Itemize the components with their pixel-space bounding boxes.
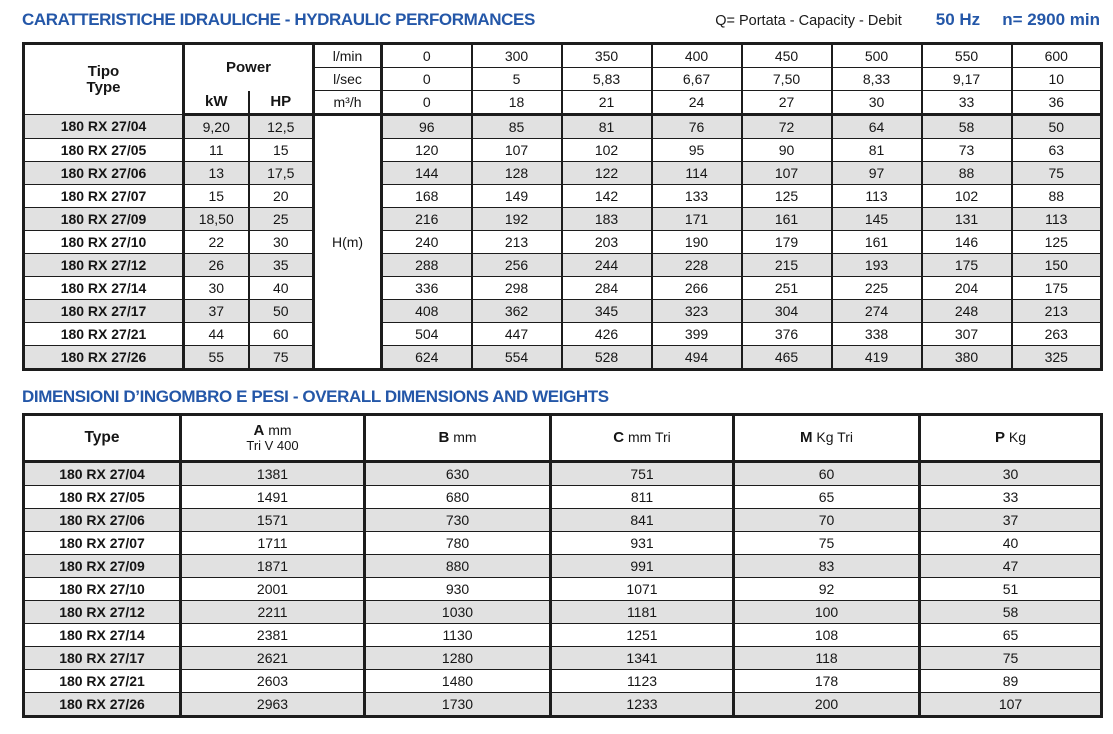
head-value-cell: 304 <box>742 300 832 323</box>
head-value-cell: 96 <box>382 115 472 139</box>
hp-value-cell: 60 <box>249 323 314 346</box>
head-value-cell: 113 <box>832 185 922 208</box>
head-value-cell: 251 <box>742 277 832 300</box>
dimension-value-cell: 2963 <box>181 693 365 717</box>
flow-legend-label: Q= Portata - Capacity - Debit <box>715 13 902 29</box>
head-value-cell: 345 <box>562 300 652 323</box>
dimension-value-cell: 1341 <box>551 647 734 670</box>
pump-type-cell: 180 RX 27/17 <box>24 300 184 323</box>
head-value-cell: 102 <box>922 185 1012 208</box>
pump-type-cell: 180 RX 27/06 <box>24 162 184 185</box>
flow-m3h-value: 33 <box>922 91 1012 115</box>
head-value-cell: 102 <box>562 139 652 162</box>
dimensions-column-header <box>551 415 734 462</box>
dimension-value-cell: 178 <box>734 670 920 693</box>
head-value-cell: 149 <box>472 185 562 208</box>
dimension-value-cell: 1571 <box>181 509 365 532</box>
head-value-cell: 81 <box>562 115 652 139</box>
head-value-cell: 263 <box>1012 323 1102 346</box>
head-value-cell: 376 <box>742 323 832 346</box>
hp-value-cell: 50 <box>249 300 314 323</box>
head-value-cell: 161 <box>742 208 832 231</box>
pump-type-cell: 180 RX 27/09 <box>24 555 181 578</box>
head-value-cell: 323 <box>652 300 742 323</box>
kw-value-cell: 11 <box>184 139 249 162</box>
pump-type-cell: 180 RX 27/06 <box>24 509 181 532</box>
head-value-cell: 50 <box>1012 115 1102 139</box>
hp-column-header: HP <box>249 91 314 115</box>
dimension-value-cell: 108 <box>734 624 920 647</box>
dimension-value-cell: 60 <box>734 462 920 486</box>
hydraulic-table-head <box>24 44 1102 115</box>
head-value-cell: 161 <box>832 231 922 254</box>
dimension-header-main: B mm <box>438 429 477 447</box>
head-value-cell: 150 <box>1012 254 1102 277</box>
head-value-cell: 426 <box>562 323 652 346</box>
head-value-cell: 125 <box>742 185 832 208</box>
head-value-cell: 325 <box>1012 346 1102 370</box>
dimension-value-cell: 1030 <box>365 601 551 624</box>
flow-lmin-value: 600 <box>1012 44 1102 68</box>
hp-value-cell: 30 <box>249 231 314 254</box>
head-value-cell: 380 <box>922 346 1012 370</box>
dimensions-column-header <box>181 415 365 462</box>
flow-lsec-value: 5,83 <box>562 68 652 91</box>
head-value-cell: 146 <box>922 231 1012 254</box>
hp-value-cell: 25 <box>249 208 314 231</box>
flow-lsec-value: 6,67 <box>652 68 742 91</box>
head-value-cell: 145 <box>832 208 922 231</box>
flow-lmin-value: 450 <box>742 44 832 68</box>
head-value-cell: 120 <box>382 139 472 162</box>
dimension-header-main: A mm <box>253 422 292 440</box>
hp-value-cell: 15 <box>249 139 314 162</box>
pump-type-cell: 180 RX 27/10 <box>24 231 184 254</box>
hydraulic-table-row <box>24 323 1102 346</box>
flow-lsec-value: 10 <box>1012 68 1102 91</box>
hydraulic-table-row <box>24 115 1102 139</box>
type-header-line1: Tipo <box>87 62 120 80</box>
dimension-value-cell: 780 <box>365 532 551 555</box>
flow-m3h-value: 30 <box>832 91 922 115</box>
hp-value-cell: 75 <box>249 346 314 370</box>
head-value-cell: 131 <box>922 208 1012 231</box>
pump-type-cell: 180 RX 27/26 <box>24 346 184 370</box>
dimension-value-cell: 75 <box>734 532 920 555</box>
dimensions-table-body <box>24 462 1102 717</box>
dimensions-column-header <box>734 415 920 462</box>
pump-type-cell: 180 RX 27/10 <box>24 578 181 601</box>
dimension-value-cell: 1181 <box>551 601 734 624</box>
hydraulic-table-row <box>24 162 1102 185</box>
dimension-header-main: C mm Tri <box>613 429 671 447</box>
head-value-cell: 408 <box>382 300 472 323</box>
head-value-cell: 128 <box>472 162 562 185</box>
dimensions-column-header <box>920 415 1102 462</box>
flow-lmin-value: 500 <box>832 44 922 68</box>
dimension-value-cell: 930 <box>365 578 551 601</box>
dimension-value-cell: 2621 <box>181 647 365 670</box>
head-value-cell: 97 <box>832 162 922 185</box>
head-value-cell: 203 <box>562 231 652 254</box>
head-value-cell: 113 <box>1012 208 1102 231</box>
head-value-cell: 95 <box>652 139 742 162</box>
pump-type-cell: 180 RX 27/21 <box>24 323 184 346</box>
dimension-value-cell: 1251 <box>551 624 734 647</box>
dimension-value-cell: 751 <box>551 462 734 486</box>
type-column-header <box>24 44 184 115</box>
kw-column-header: kW <box>184 91 249 115</box>
hydraulic-table-row <box>24 300 1102 323</box>
kw-value-cell: 55 <box>184 346 249 370</box>
flow-unit-lmin-label: l/min <box>314 44 382 68</box>
kw-value-cell: 15 <box>184 185 249 208</box>
dimension-letter: Type <box>84 428 120 446</box>
dimension-letter: M <box>800 429 813 447</box>
head-value-cell: 72 <box>742 115 832 139</box>
dimension-value-cell: 37 <box>920 509 1102 532</box>
head-value-cell: 175 <box>1012 277 1102 300</box>
head-value-cell: 307 <box>922 323 1012 346</box>
dimension-value-cell: 30 <box>920 462 1102 486</box>
head-value-cell: 168 <box>382 185 472 208</box>
kw-value-cell: 18,50 <box>184 208 249 231</box>
flow-lsec-value: 9,17 <box>922 68 1012 91</box>
head-value-cell: 81 <box>832 139 922 162</box>
head-value-cell: 144 <box>382 162 472 185</box>
head-value-cell: 114 <box>652 162 742 185</box>
pump-type-cell: 180 RX 27/07 <box>24 185 184 208</box>
pump-type-cell: 180 RX 27/26 <box>24 693 181 717</box>
head-value-cell: 336 <box>382 277 472 300</box>
type-header-line2: Type <box>86 78 121 96</box>
pump-type-cell: 180 RX 27/05 <box>24 486 181 509</box>
flow-unit-lsec-label: l/sec <box>314 68 382 91</box>
dimension-letter: B <box>438 429 450 447</box>
head-value-cell: 215 <box>742 254 832 277</box>
dimension-value-cell: 58 <box>920 601 1102 624</box>
dimensions-table-row <box>24 532 1102 555</box>
head-value-cell: 213 <box>1012 300 1102 323</box>
hydraulic-table-row <box>24 208 1102 231</box>
kw-value-cell: 37 <box>184 300 249 323</box>
head-value-cell: 266 <box>652 277 742 300</box>
dimension-header-main <box>25 430 179 446</box>
head-value-cell: 183 <box>562 208 652 231</box>
head-value-cell: 274 <box>832 300 922 323</box>
dimension-value-cell: 730 <box>365 509 551 532</box>
pump-type-cell: 180 RX 27/07 <box>24 532 181 555</box>
head-value-cell: 288 <box>382 254 472 277</box>
head-value-cell: 133 <box>652 185 742 208</box>
pump-type-cell: 180 RX 27/14 <box>24 277 184 300</box>
dimension-letter: C <box>613 429 625 447</box>
dimension-letter: A <box>253 422 265 440</box>
dimensions-table-row <box>24 693 1102 717</box>
dimension-value-cell: 33 <box>920 486 1102 509</box>
head-value-cell: 171 <box>652 208 742 231</box>
kw-value-cell: 30 <box>184 277 249 300</box>
head-value-cell: 90 <box>742 139 832 162</box>
dimension-value-cell: 100 <box>734 601 920 624</box>
dimension-value-cell: 65 <box>734 486 920 509</box>
dimension-header-main: P Kg <box>994 429 1027 447</box>
dimension-value-cell: 1711 <box>181 532 365 555</box>
head-value-cell: 494 <box>652 346 742 370</box>
section1-title: CARATTERISTICHE IDRAULICHE - HYDRAULIC PERFORMANCES <box>22 10 535 29</box>
dimension-value-cell: 880 <box>365 555 551 578</box>
hydraulic-table-row <box>24 231 1102 254</box>
head-value-cell: 399 <box>652 323 742 346</box>
head-value-cell: 107 <box>472 139 562 162</box>
flow-lmin-value: 0 <box>382 44 472 68</box>
title-legend-group <box>715 10 1100 30</box>
dimensions-table-row <box>24 647 1102 670</box>
pump-type-cell: 180 RX 27/21 <box>24 670 181 693</box>
flow-m3h-row <box>24 91 1102 115</box>
head-value-cell: 76 <box>652 115 742 139</box>
head-value-cell: 554 <box>472 346 562 370</box>
head-value-cell: 362 <box>472 300 562 323</box>
dimension-value-cell: 2381 <box>181 624 365 647</box>
dimension-value-cell: 107 <box>920 693 1102 717</box>
dimension-value-cell: 841 <box>551 509 734 532</box>
head-value-cell: 216 <box>382 208 472 231</box>
dimension-value-cell: 118 <box>734 647 920 670</box>
head-value-cell: 213 <box>472 231 562 254</box>
flow-lmin-value: 400 <box>652 44 742 68</box>
head-value-cell: 228 <box>652 254 742 277</box>
rotation-speed-label: n= 2900 min <box>1002 10 1100 29</box>
head-value-cell: 624 <box>382 346 472 370</box>
dimensions-table-row <box>24 601 1102 624</box>
flow-lsec-value: 5 <box>472 68 562 91</box>
dimension-value-cell: 200 <box>734 693 920 717</box>
flow-lsec-value: 0 <box>382 68 472 91</box>
head-value-cell: 248 <box>922 300 1012 323</box>
hydraulic-table-row <box>24 185 1102 208</box>
dimension-value-cell: 1123 <box>551 670 734 693</box>
flow-lmin-value: 550 <box>922 44 1012 68</box>
dimensions-table-row <box>24 462 1102 486</box>
dimensions-table-row <box>24 555 1102 578</box>
dimension-letter: P <box>994 429 1005 447</box>
head-value-cell: 142 <box>562 185 652 208</box>
dimension-value-cell: 1381 <box>181 462 365 486</box>
pump-type-cell: 180 RX 27/05 <box>24 139 184 162</box>
head-value-cell: 175 <box>922 254 1012 277</box>
dimension-value-cell: 51 <box>920 578 1102 601</box>
head-value-cell: 88 <box>922 162 1012 185</box>
pump-type-cell: 180 RX 27/04 <box>24 115 184 139</box>
hydraulic-table-row <box>24 277 1102 300</box>
hp-value-cell: 12,5 <box>249 115 314 139</box>
dimension-header-sub: Tri V 400 <box>246 438 299 454</box>
head-value-cell: 63 <box>1012 139 1102 162</box>
dimension-value-cell: 2211 <box>181 601 365 624</box>
dimension-header-main: M Kg Tri <box>800 429 853 447</box>
flow-lmin-value: 300 <box>472 44 562 68</box>
head-value-cell: 256 <box>472 254 562 277</box>
pump-type-cell: 180 RX 27/12 <box>24 254 184 277</box>
dimension-value-cell: 75 <box>920 647 1102 670</box>
kw-value-cell: 22 <box>184 231 249 254</box>
kw-value-cell: 13 <box>184 162 249 185</box>
flow-m3h-value: 0 <box>382 91 472 115</box>
flow-lsec-value: 7,50 <box>742 68 832 91</box>
head-value-cell: 85 <box>472 115 562 139</box>
dimensions-table-row <box>24 624 1102 647</box>
flow-m3h-value: 21 <box>562 91 652 115</box>
hydraulic-table-row <box>24 139 1102 162</box>
flow-lmin-value: 350 <box>562 44 652 68</box>
pump-type-cell: 180 RX 27/17 <box>24 647 181 670</box>
head-value-cell: 244 <box>562 254 652 277</box>
head-value-cell: 465 <box>742 346 832 370</box>
dimension-value-cell: 65 <box>920 624 1102 647</box>
dimensions-column-header <box>24 415 181 462</box>
dimension-value-cell: 92 <box>734 578 920 601</box>
section1-title-row <box>22 10 1100 42</box>
dimension-value-cell: 1491 <box>181 486 365 509</box>
dimension-value-cell: 2603 <box>181 670 365 693</box>
dimension-value-cell: 40 <box>920 532 1102 555</box>
head-value-cell: 447 <box>472 323 562 346</box>
pump-type-cell: 180 RX 27/09 <box>24 208 184 231</box>
flow-lsec-value: 8,33 <box>832 68 922 91</box>
dimension-value-cell: 83 <box>734 555 920 578</box>
head-value-cell: 88 <box>1012 185 1102 208</box>
dimensions-table-row <box>24 486 1102 509</box>
head-value-cell: 504 <box>382 323 472 346</box>
hydraulic-performance-table <box>22 42 1103 371</box>
head-value-cell: 225 <box>832 277 922 300</box>
dimensions-weights-table <box>22 413 1103 718</box>
flow-unit-m3h-label: m³/h <box>314 91 382 115</box>
head-value-cell: 284 <box>562 277 652 300</box>
head-value-cell: 125 <box>1012 231 1102 254</box>
kw-value-cell: 44 <box>184 323 249 346</box>
head-value-cell: 73 <box>922 139 1012 162</box>
dimension-value-cell: 1071 <box>551 578 734 601</box>
hp-value-cell: 20 <box>249 185 314 208</box>
kw-value-cell: 9,20 <box>184 115 249 139</box>
hp-value-cell: 40 <box>249 277 314 300</box>
hp-value-cell: 17,5 <box>249 162 314 185</box>
dimension-value-cell: 1130 <box>365 624 551 647</box>
head-value-cell: 58 <box>922 115 1012 139</box>
head-value-cell: 528 <box>562 346 652 370</box>
head-value-cell: 75 <box>1012 162 1102 185</box>
dimensions-table-row <box>24 670 1102 693</box>
head-value-cell: 64 <box>832 115 922 139</box>
dimension-value-cell: 811 <box>551 486 734 509</box>
dimension-value-cell: 680 <box>365 486 551 509</box>
dimension-value-cell: 89 <box>920 670 1102 693</box>
dimension-value-cell: 991 <box>551 555 734 578</box>
dimension-value-cell: 1480 <box>365 670 551 693</box>
dimension-value-cell: 1730 <box>365 693 551 717</box>
head-value-cell: 193 <box>832 254 922 277</box>
pump-type-cell: 180 RX 27/04 <box>24 462 181 486</box>
hydraulic-table-body <box>24 115 1102 370</box>
dimension-value-cell: 2001 <box>181 578 365 601</box>
hp-value-cell: 35 <box>249 254 314 277</box>
head-value-cell: 190 <box>652 231 742 254</box>
dimension-value-cell: 1233 <box>551 693 734 717</box>
section2-title: DIMENSIONI D’INGOMBRO E PESI - OVERALL DIMENSIONS AND WEIGHTS <box>22 387 609 406</box>
head-value-cell: 122 <box>562 162 652 185</box>
flow-lmin-row <box>24 44 1102 68</box>
head-value-cell: 179 <box>742 231 832 254</box>
frequency-label: 50 Hz <box>935 10 981 29</box>
head-value-cell: 240 <box>382 231 472 254</box>
head-value-cell: 298 <box>472 277 562 300</box>
dimensions-column-header <box>365 415 551 462</box>
flow-m3h-value: 18 <box>472 91 562 115</box>
dimensions-table-row <box>24 509 1102 532</box>
dimensions-table-row <box>24 578 1102 601</box>
head-value-cell: 204 <box>922 277 1012 300</box>
head-value-cell: 419 <box>832 346 922 370</box>
dimensions-table-head <box>24 415 1102 462</box>
dimension-value-cell: 47 <box>920 555 1102 578</box>
head-value-cell: 107 <box>742 162 832 185</box>
head-value-cell: 192 <box>472 208 562 231</box>
head-unit-cell: H(m) <box>314 115 382 370</box>
flow-m3h-value: 24 <box>652 91 742 115</box>
dimension-value-cell: 70 <box>734 509 920 532</box>
pump-type-cell: 180 RX 27/12 <box>24 601 181 624</box>
hydraulic-table-row <box>24 254 1102 277</box>
dimension-value-cell: 630 <box>365 462 551 486</box>
flow-m3h-value: 27 <box>742 91 832 115</box>
head-value-cell: 338 <box>832 323 922 346</box>
dimension-value-cell: 1280 <box>365 647 551 670</box>
hydraulic-table-row <box>24 346 1102 370</box>
dimensions-header-row <box>24 415 1102 462</box>
kw-value-cell: 26 <box>184 254 249 277</box>
dimension-value-cell: 1871 <box>181 555 365 578</box>
dimension-value-cell: 931 <box>551 532 734 555</box>
pump-type-cell: 180 RX 27/14 <box>24 624 181 647</box>
power-column-header: Power <box>184 44 314 91</box>
flow-m3h-value: 36 <box>1012 91 1102 115</box>
